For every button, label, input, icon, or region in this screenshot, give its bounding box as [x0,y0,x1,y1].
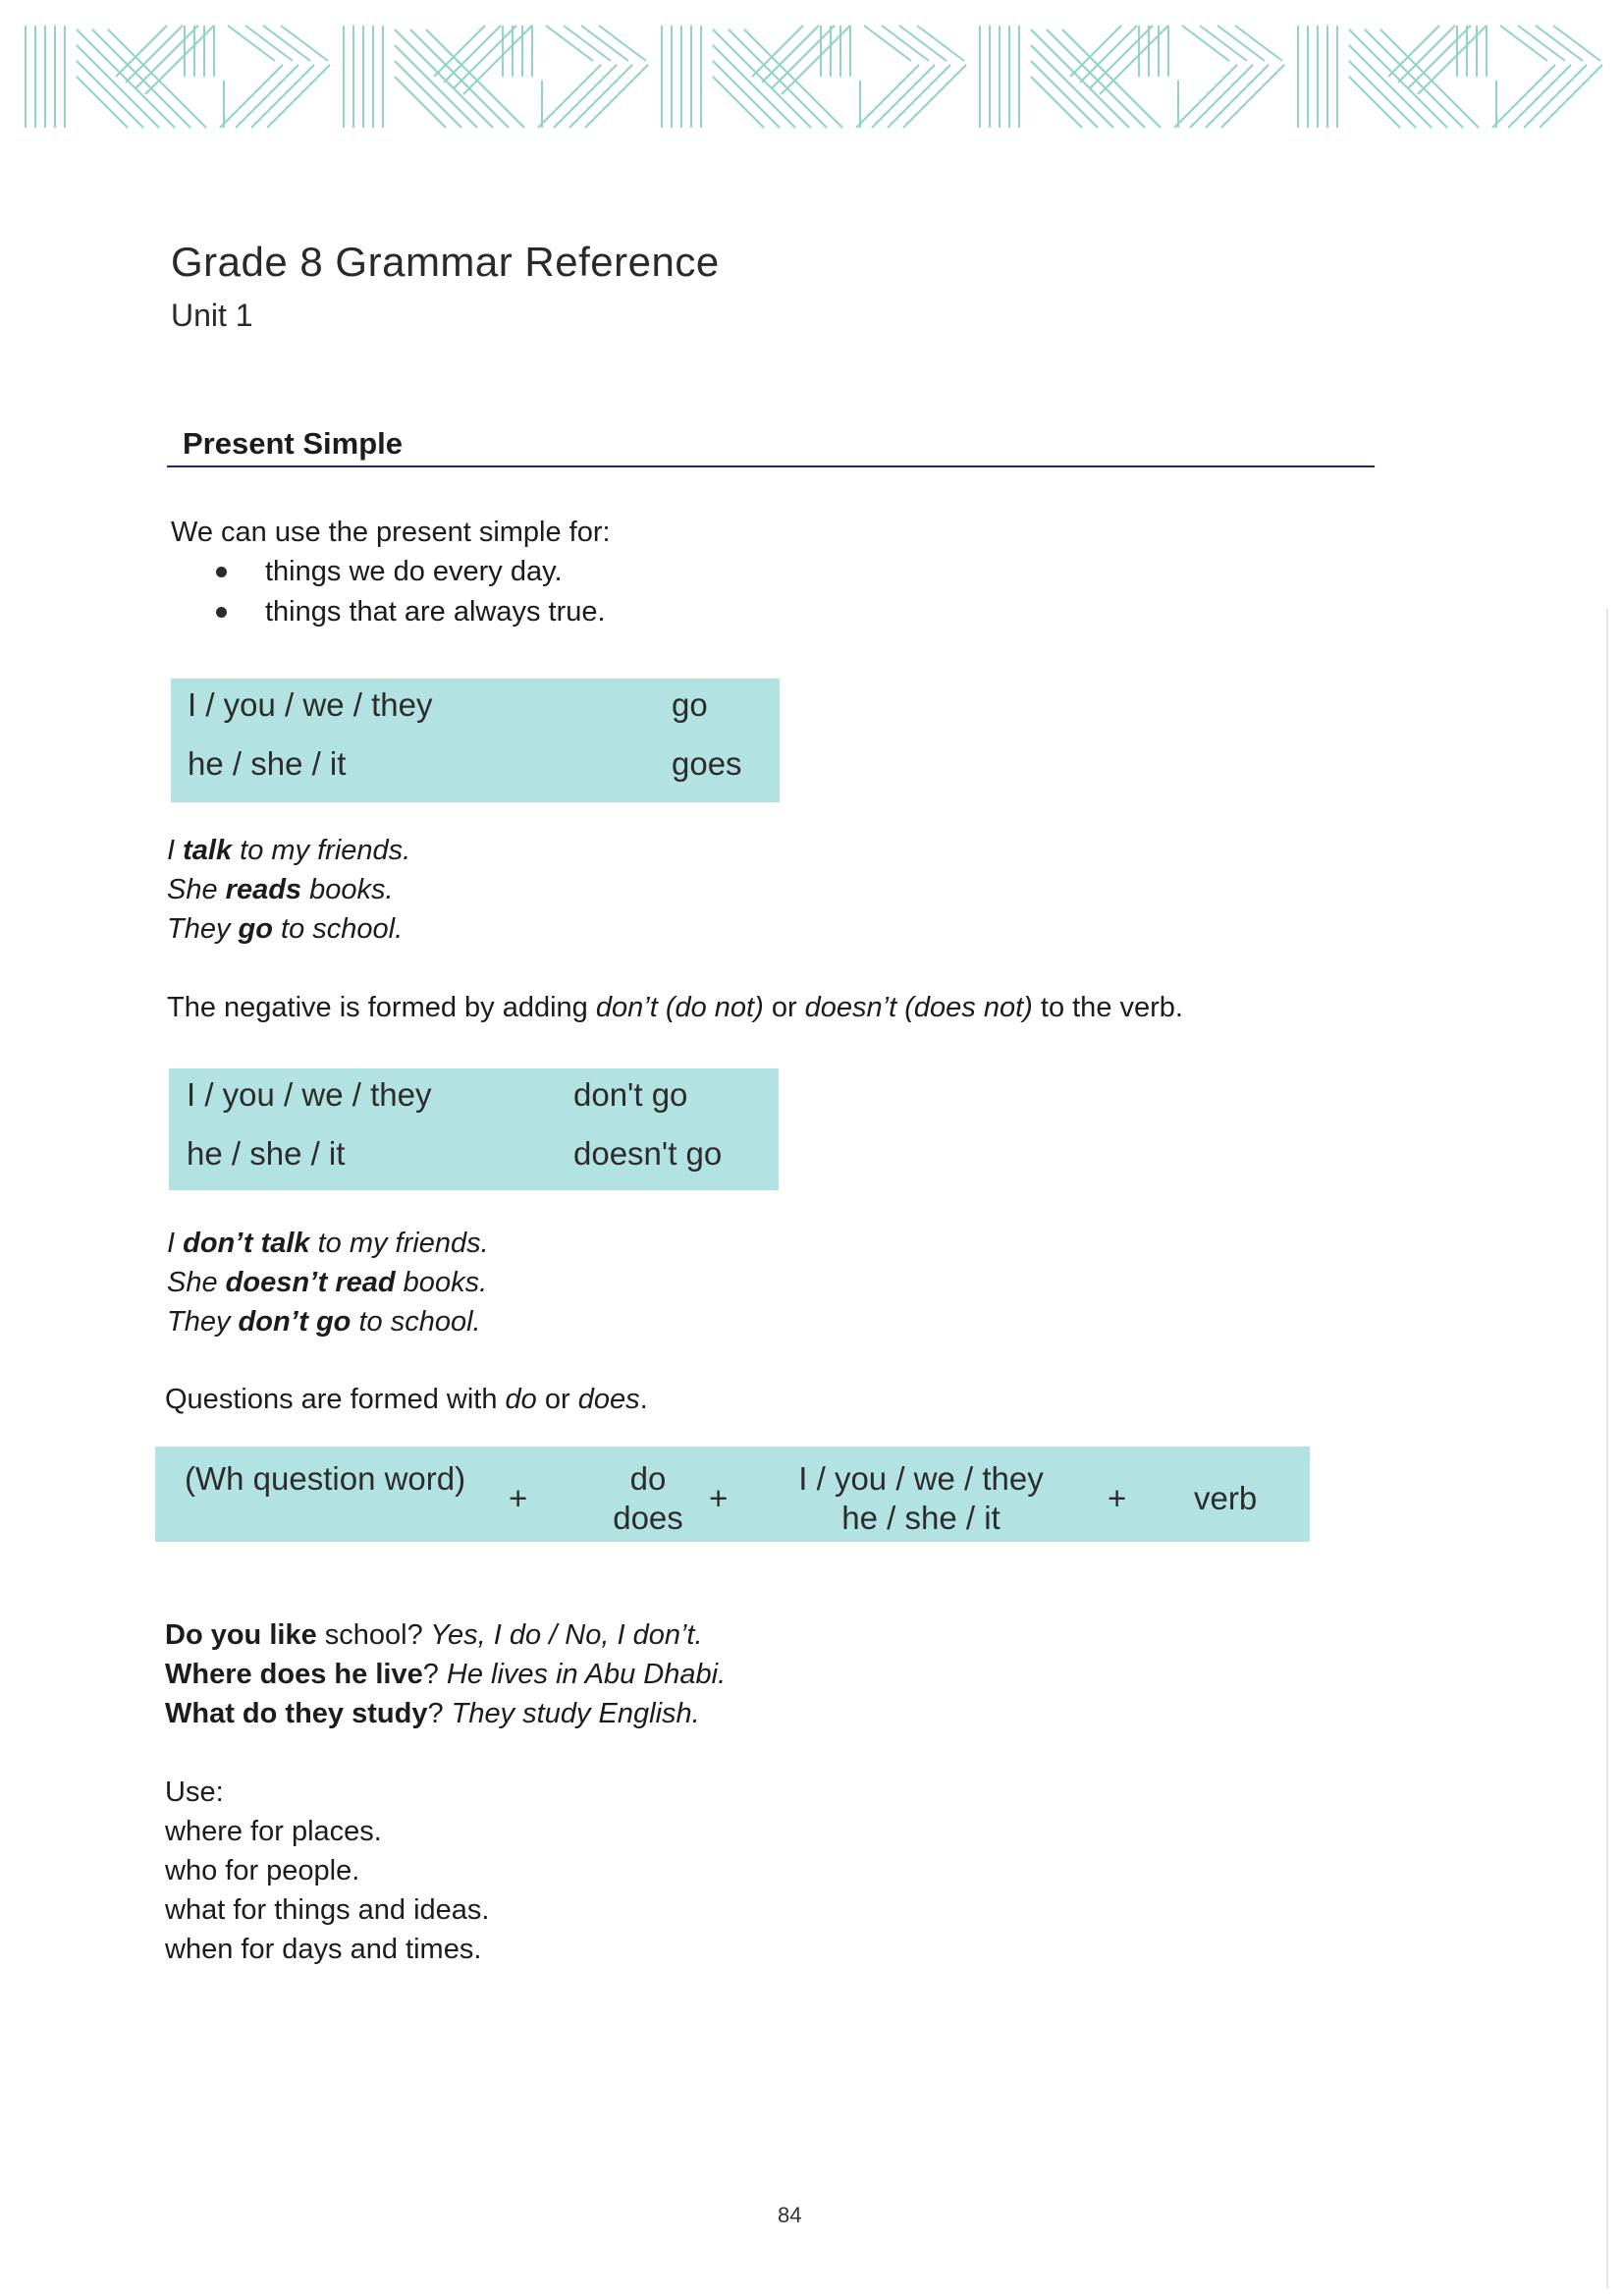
verb-cell: goes [672,745,742,782]
question-answer: They study English. [443,1698,700,1729]
example-sentence [167,1224,489,1263]
example-verb: don’t go [238,1306,352,1338]
note-form: doesn’t (does not) [804,992,1033,1023]
bullet-item [216,552,606,592]
negative-note [167,988,1183,1027]
verb-cell: go [672,686,708,723]
use-item: when for days and times. [165,1934,482,1965]
example-sentence [167,870,410,909]
plus-sign: + [1108,1480,1127,1516]
plus-sign: + [509,1480,528,1516]
decorative-banner [18,22,1608,132]
example-post: to my friends. [232,835,411,866]
example-pre: They [167,1306,239,1338]
subject-cell: I / you / we / they [798,1460,1044,1497]
question-bold: What do they study [165,1698,428,1729]
use-label: Use: [165,1777,224,1808]
unit-label: Unit 1 [171,298,253,333]
question-example [165,1694,726,1733]
example-post: to school. [351,1306,481,1338]
subject-cell: I / you / we / they [187,1076,432,1113]
subject-cell: he / she / it [188,745,347,782]
negative-examples [167,1224,489,1341]
question-formula-box [155,1447,1310,1542]
subject-cell: I / you / we / they [188,686,433,723]
verb-cell: doesn't go [573,1135,723,1172]
example-sentence [167,909,410,949]
example-verb: doesn’t read [225,1267,396,1298]
subject-cell: he / she / it [187,1135,346,1172]
auxiliary-cell: do [629,1460,667,1497]
example-verb: talk [183,835,233,866]
example-post: to my friends. [309,1228,489,1259]
note-text: or [536,1384,578,1415]
affirmative-examples [167,831,410,949]
example-post: books. [395,1267,488,1298]
page-title: Grade 8 Grammar Reference [171,239,720,285]
use-item: where for places. [165,1816,382,1847]
example-sentence [167,1263,489,1302]
example-pre: She [167,874,226,905]
bullet-dot-icon [216,607,227,618]
verb-cell: verb [1194,1480,1258,1516]
question-bold: Do you like [165,1619,317,1651]
verb-cell: don't go [573,1076,688,1113]
example-sentence [167,1302,489,1341]
note-form: does [577,1384,640,1415]
note-text: or [763,992,805,1023]
affirmative-conjugation-box [171,679,780,802]
question-bold: Where does he live [165,1659,423,1690]
example-sentence [167,831,410,870]
bullet-text: things that are always true. [265,596,606,628]
page-edge-shadow [1606,609,1608,2288]
question-rest: ? [422,1659,439,1690]
example-verb: don’t talk [183,1228,310,1259]
example-post: books. [301,874,394,905]
example-pre: They [167,913,239,945]
auxiliary-cell: does [613,1500,683,1536]
section-heading: Present Simple [183,426,403,461]
section-rule [167,465,1375,467]
example-pre: I [167,835,184,866]
intro-lead: We can use the present simple for: [171,517,611,548]
example-verb: go [238,913,273,945]
question-answer: He lives in Abu Dhabi. [438,1659,727,1690]
subject-cell: he / she / it [841,1500,1001,1536]
example-post: to school. [272,913,404,945]
note-text: . [639,1384,648,1415]
question-example [165,1655,726,1694]
note-form: do [505,1384,537,1415]
bullet-text: things we do every day. [265,556,563,587]
page-number: 84 [778,2203,802,2227]
wh-word-cell: (Wh question word) [185,1460,466,1497]
negative-conjugation-box [169,1068,779,1190]
bullet-item [216,592,606,632]
bullet-dot-icon [216,567,227,577]
use-list [165,1773,489,1969]
question-rest: ? [427,1698,444,1729]
intro-bullet-list [216,552,606,632]
question-examples [165,1615,726,1733]
example-pre: She [167,1267,226,1298]
note-text: The negative is formed by adding [167,992,596,1023]
question-example [165,1615,726,1655]
question-answer: Yes, I do / No, I don’t. [422,1619,703,1651]
question-rest: school? [316,1619,423,1651]
example-pre: I [167,1228,184,1259]
use-item: who for people. [165,1855,360,1886]
example-verb: reads [225,874,302,905]
plus-sign: + [709,1480,729,1516]
note-form: don’t (do not) [595,992,764,1023]
note-text: to the verb. [1032,992,1183,1023]
note-text: Questions are formed with [165,1384,506,1415]
use-item: what for things and ideas. [165,1894,490,1926]
question-note [165,1380,648,1419]
